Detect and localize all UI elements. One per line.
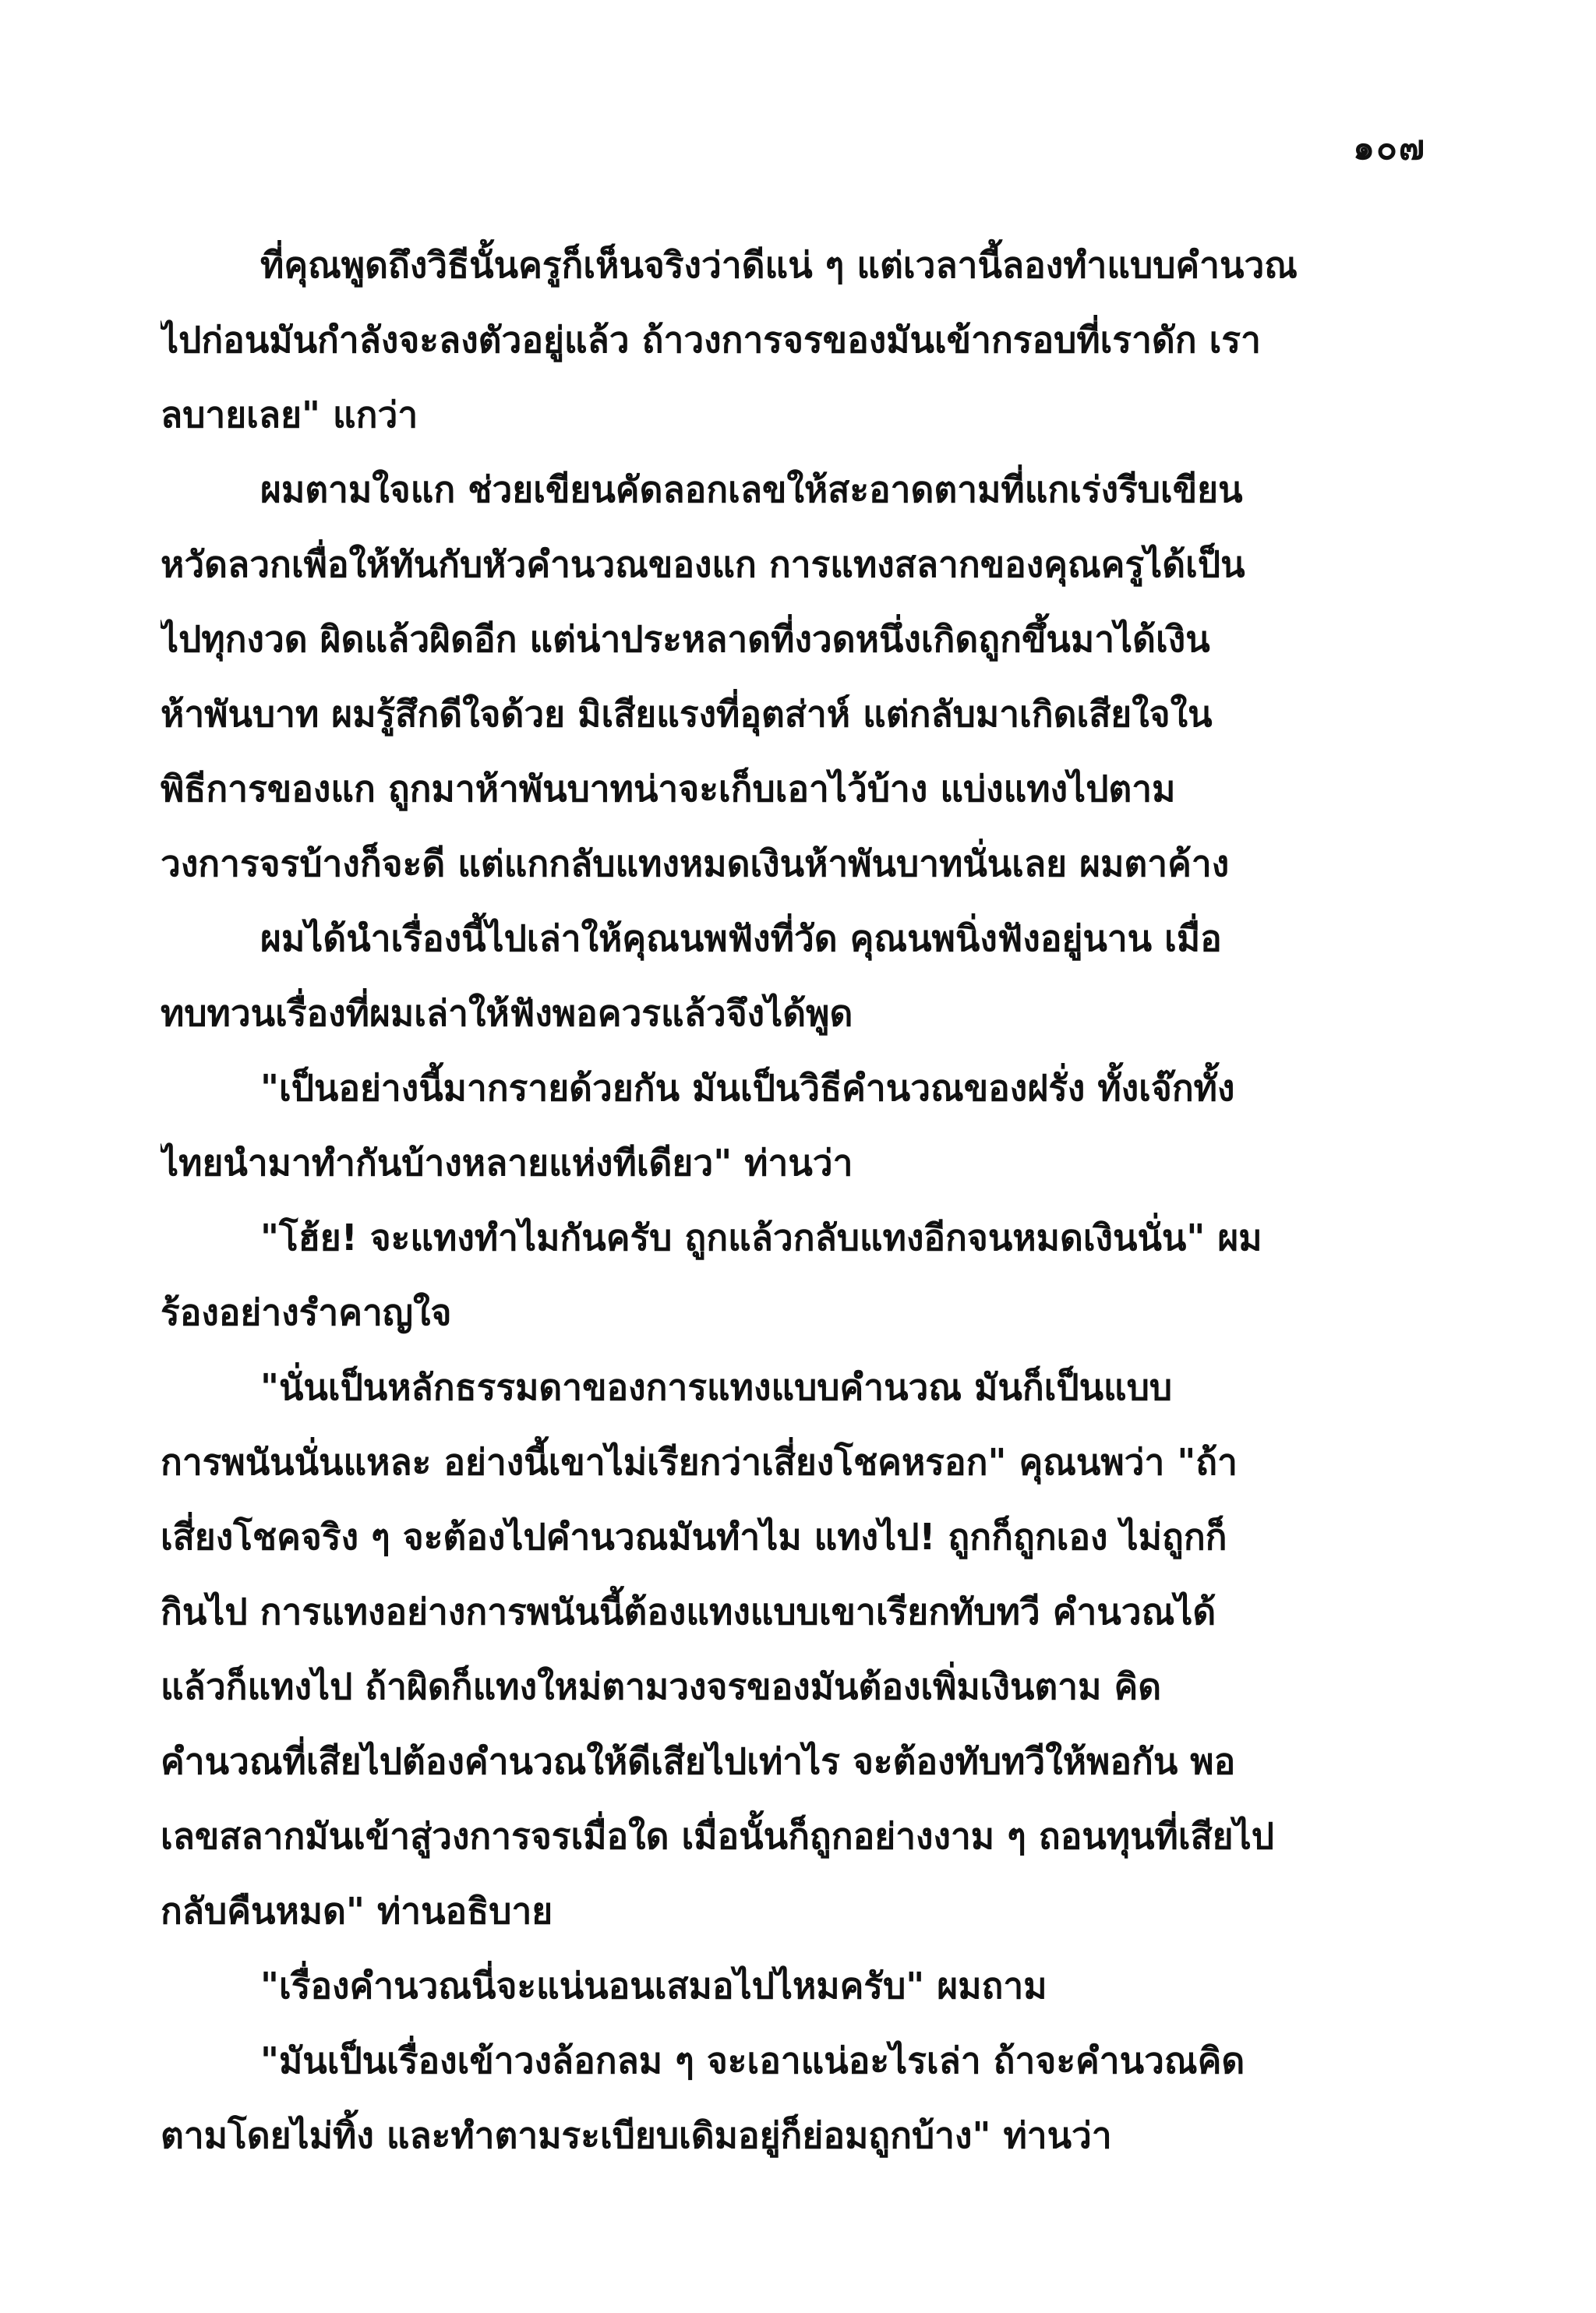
text-line: ที่คุณพูดถึงวิธีนั้นครูก็เห็นจริงว่าดีแน่ ๆ แต่เวลานี้ลองทำแบบคำนวณ xyxy=(260,244,1298,286)
text-line: หวัดลวกเพื่อให้ทันกับหัวคำนวณของแก การแทงสลากของคุณครูได้เป็น xyxy=(161,543,1245,585)
text-line: พิธีการของแก ถูกมาห้าพันบาทน่าจะเก็บเอาไว้บ้าง แบ่งแทงไปตาม xyxy=(161,768,1176,810)
text-line: เสี่ยงโชคจริง ๆ จะต้องไปคำนวณมันทำไม แทงไป! ถูกก็ถูกเอง ไม่ถูกก็ xyxy=(161,1516,1227,1558)
body-text xyxy=(161,228,1435,2173)
text-line: คำนวณที่เสียไปต้องคำนวณให้ดีเสียไปเท่าไร จะต้องทับทวีให้พอกัน พอ xyxy=(161,1740,1236,1782)
text-line: "เรื่องคำนวณนี่จะแน่นอนเสมอไปไหมครับ" ผมถาม xyxy=(260,1965,1047,2007)
text-line: ไปก่อนมันกำลังจะลงตัวอยู่แล้ว ถ้าวงการจรของมันเข้ากรอบที่เราดัก เรา xyxy=(161,319,1261,361)
text-line: ผมตามใจแก ช่วยเขียนคัดลอกเลขให้สะอาดตามที่แกเร่งรีบเขียน xyxy=(260,468,1243,510)
text-line: การพนันนั่นแหละ อย่างนี้เขาไม่เรียกว่าเสี่ยงโชคหรอก" คุณนพว่า "ถ้า xyxy=(161,1441,1238,1483)
text-line: วงการจรบ้างก็จะดี แต่แกกลับแทงหมดเงินห้าพันบาทนั่นเลย ผมตาค้าง xyxy=(161,842,1230,885)
text-line: แล้วก็แทงไป ถ้าผิดก็แทงใหม่ตามวงจรของมันต้องเพิ่มเงินตาม คิด xyxy=(161,1665,1162,1707)
text-line: กลับคืนหมด" ท่านอธิบาย xyxy=(161,1890,553,1932)
text-line: ห้าพันบาท ผมรู้สึกดีใจด้วย มิเสียแรงที่อุตส่าห์ แต่กลับมาเกิดเสียใจใน xyxy=(161,693,1213,735)
text-line: ร้องอย่างรำคาญใจ xyxy=(161,1291,452,1333)
text-line: เลขสลากมันเข้าสู่วงการจรเมื่อใด เมื่อนั้นก็ถูกอย่างงาม ๆ ถอนทุนที่เสียไป xyxy=(161,1815,1274,1857)
text-line: ลบายเลย" แกว่า xyxy=(161,394,418,436)
page-number: ๑๐๗ xyxy=(1353,128,1426,168)
text-line: "โฮ้ย! จะแทงทำไมกันครับ ถูกแล้วกลับแทงอีกจนหมดเงินนั่น" ผม xyxy=(260,1217,1262,1259)
text-line: "เป็นอย่างนี้มากรายด้วยกัน มันเป็นวิธีคำนวณของฝรั่ง ทั้งเจ๊กทั้ง xyxy=(260,1067,1235,1109)
text-line: กินไป การแทงอย่างการพนันนี้ต้องแทงแบบเขาเรียกทับทวี คำนวณได้ xyxy=(161,1591,1216,1633)
text-line: "นั่นเป็นหลักธรรมดาของการแทงแบบคำนวณ มันก็เป็นแบบ xyxy=(260,1366,1173,1408)
text-line: ทบทวนเรื่องที่ผมเล่าให้ฟังพอควรแล้วจึงได้พูด xyxy=(161,992,853,1034)
text-line: "มันเป็นเรื่องเข้าวงล้อกลม ๆ จะเอาแน่อะไรเล่า ถ้าจะคำนวณคิด xyxy=(260,2039,1245,2082)
text-line: ผมได้นำเรื่องนี้ไปเล่าให้คุณนพฟังที่วัด คุณนพนิ่งฟังอยู่นาน เมื่อ xyxy=(260,917,1222,959)
text-line: ไปทุกงวด ผิดแล้วผิดอีก แต่น่าประหลาดที่งวดหนึ่งเกิดถูกขึ้นมาได้เงิน xyxy=(161,618,1210,660)
text-line: ไทยนำมาทำกันบ้างหลายแห่งทีเดียว" ท่านว่า xyxy=(161,1142,853,1184)
text-line: ตามโดยไม่ทิ้ง และทำตามระเบียบเดิมอยู่ก็ย่อมถูกบ้าง" ท่านว่า xyxy=(161,2114,1112,2156)
